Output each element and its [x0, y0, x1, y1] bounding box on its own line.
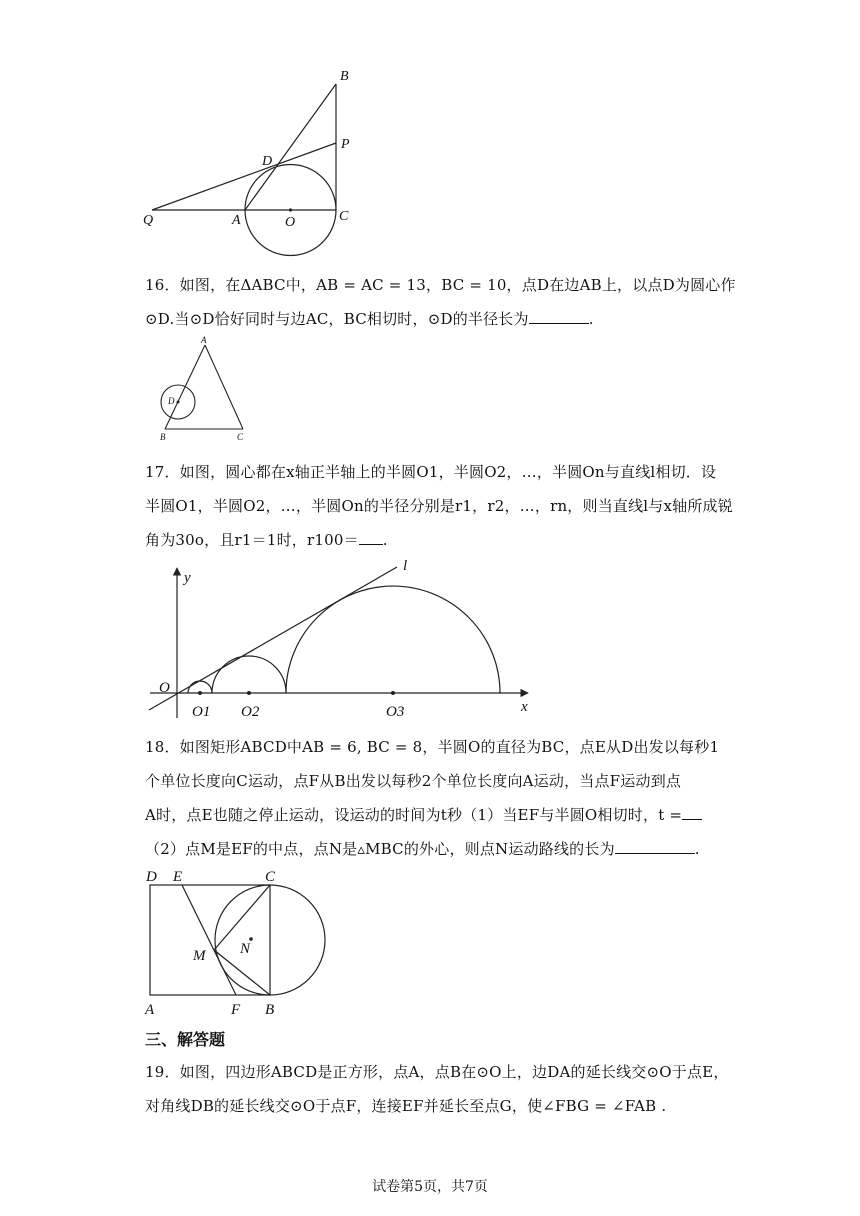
q16-answer-blank[interactable]	[529, 307, 589, 324]
question-19	[145, 1055, 729, 1123]
semicircle-o3	[286, 586, 500, 693]
semicircle-o2	[212, 656, 286, 693]
line-ac	[205, 345, 243, 429]
label-e: E	[173, 869, 183, 885]
q17-line-1: 17．如图，圆心都在x轴正半轴上的半圆O1，半圆O2，…，半圆On与直线l相切．设	[145, 463, 717, 481]
q18-answer-blank-2[interactable]	[615, 837, 695, 854]
label-b: B	[160, 432, 166, 442]
label-d: D	[168, 396, 175, 406]
center-d-dot	[177, 401, 180, 404]
q17-line-3-end: .	[382, 531, 388, 549]
figure-16	[155, 333, 255, 445]
figure-15	[140, 64, 370, 234]
center-o2-dot	[247, 691, 251, 695]
label-o: O	[285, 215, 296, 230]
q19-line-1: 19．如图，四边形ABCD是正方形，点A，点B在⊙O上，边DA的延长线交⊙O于点E，	[145, 1063, 729, 1081]
segment-ef	[182, 885, 236, 995]
label-b: B	[265, 1002, 275, 1018]
q18-line-2: 个单位长度向C运动，点F从B出发以每秒2个单位长度向A运动，当点F运动到点	[145, 772, 682, 790]
label-o3: O3	[386, 704, 405, 720]
figure-17	[140, 558, 540, 724]
label-c: C	[339, 209, 349, 224]
label-a: A	[201, 335, 207, 345]
label-l: l	[403, 558, 408, 574]
figure-18-svg	[140, 862, 330, 1020]
q16-line-1: 16．如图，在ΔABC中，AB = AC = 13，BC = 10，点D在边AB上，以点D为圆心作	[145, 276, 736, 294]
label-o1: O1	[192, 704, 211, 720]
label-b: B	[340, 69, 349, 84]
label-c: C	[265, 869, 276, 885]
label-c: C	[237, 432, 244, 442]
label-d: D	[146, 869, 157, 885]
label-m: M	[193, 948, 206, 964]
label-n: N	[240, 941, 251, 957]
q18-line-3: A时，点E也随之停止运动，设运动的时间为t秒（1）当EF与半圆O相切时，t =	[145, 806, 683, 824]
section-title: 三、解答题	[145, 1030, 226, 1049]
question-16	[145, 268, 736, 336]
q18-line-4: （2）点M是EF的中点，点N是▵MBC的外心，则点N运动路线的长为	[145, 840, 615, 858]
label-a: A	[145, 1002, 155, 1018]
page-footer: 试卷第5页，共7页	[372, 1179, 488, 1195]
q18-line-1: 18．如图矩形ABCD中AB = 6, BC = 8，半圆O的直径为BC，点E从D出发以每秒1	[145, 738, 720, 756]
label-p: P	[341, 137, 350, 152]
q19-line-2: 对角线DB的延长线交⊙O于点F，连接EF并延长至点G，使∠FBG = ∠FAB .	[145, 1097, 667, 1115]
q17-line-2: 半圆O1，半圆O2，…，半圆On的半径分别是r1，r2，…，rn，则当直线l与x轴所成锐	[145, 497, 733, 515]
label-q: Q	[143, 213, 154, 228]
center-o-dot	[289, 208, 292, 211]
q18-answer-blank-1[interactable]	[682, 803, 702, 820]
question-18	[145, 730, 725, 866]
figure-18	[140, 862, 330, 1020]
q16-line-2-end: .	[588, 310, 594, 328]
q17-line-3: 角为30o，且r1＝1时，r100＝	[145, 531, 359, 549]
figure-16-svg	[155, 333, 255, 445]
label-o: O	[159, 680, 170, 696]
label-y: y	[184, 570, 191, 586]
question-17	[145, 455, 733, 557]
label-x: x	[521, 699, 528, 715]
center-o3-dot	[391, 691, 395, 695]
q16-line-2: ⊙D.当⊙D恰好同时与边AC，BC相切时，⊙D的半径长为	[145, 310, 529, 328]
label-f: F	[231, 1002, 241, 1018]
line-qp	[152, 143, 336, 210]
line-l	[149, 567, 397, 710]
center-o1-dot	[198, 691, 202, 695]
figure-17-svg	[140, 558, 540, 724]
label-d: D	[262, 154, 273, 169]
figure-15-svg	[140, 64, 370, 234]
q18-line-4-end: .	[694, 840, 700, 858]
label-o2: O2	[241, 704, 260, 720]
q17-answer-blank[interactable]	[359, 528, 383, 545]
label-a: A	[232, 213, 241, 228]
line-ab	[245, 84, 336, 210]
